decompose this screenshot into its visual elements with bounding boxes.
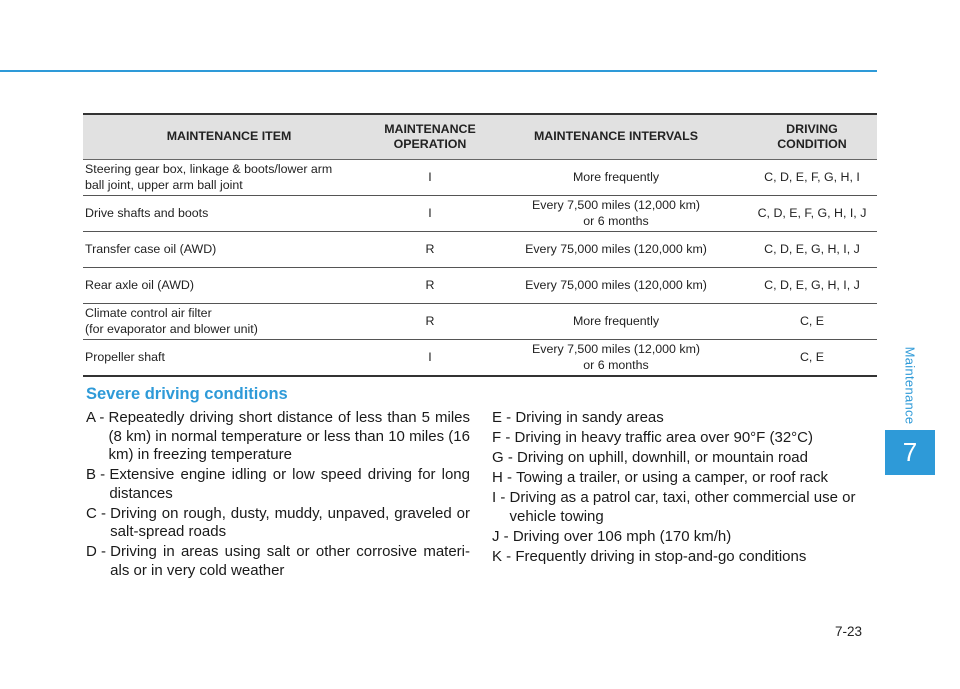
conditions-left-column <box>86 409 470 582</box>
cell-interval: Every 75,000 miles (120,000 km) <box>485 268 747 304</box>
condition-code: C - <box>86 504 111 522</box>
condition-code: D - <box>86 543 111 560</box>
cell-condition: C, D, E, G, H, I, J <box>747 232 877 268</box>
condition-item <box>492 409 882 428</box>
cell-operation: R <box>375 232 485 268</box>
condition-item <box>492 548 882 567</box>
cell-interval: More frequently <box>485 304 747 340</box>
condition-item <box>492 528 882 547</box>
cell-interval: Every 7,500 miles (12,000 km) or 6 months <box>485 340 747 377</box>
condition-code: F - <box>492 429 515 446</box>
condition-text: Driving in areas using salt or other corrosive materi-als or in very cold weather <box>110 543 470 579</box>
cell-condition: C, E <box>747 340 877 377</box>
cell-item: Transfer case oil (AWD) <box>83 232 375 268</box>
conditions-right-column <box>492 409 882 568</box>
condition-text: Driving over 106 mph (170 km/h) <box>512 527 732 545</box>
condition-code: H - <box>492 469 517 486</box>
condition-code: E - <box>492 409 516 426</box>
cell-condition: C, D, E, F, G, H, I <box>747 160 877 196</box>
chapter-name: Maintenance <box>902 346 918 424</box>
cell-item: Drive shafts and boots <box>83 196 375 232</box>
condition-code: A - <box>86 409 109 426</box>
chapter-side-label <box>895 340 925 430</box>
table-row <box>83 232 877 268</box>
condition-code: B - <box>86 466 110 483</box>
condition-item <box>492 489 882 526</box>
condition-code: G - <box>492 449 517 466</box>
cell-item: Propeller shaft <box>83 340 375 377</box>
table-body <box>83 160 877 377</box>
condition-text: Towing a trailer, or using a camper, or roof rack <box>516 469 828 486</box>
table-header <box>83 114 877 160</box>
cell-condition: C, D, E, F, G, H, I, J <box>747 196 877 232</box>
maintenance-table <box>83 113 877 377</box>
header-maintenance-item: MAINTENANCE ITEM <box>83 114 375 160</box>
condition-item <box>86 409 470 465</box>
condition-text: Frequently driving in stop-and-go conditions <box>515 547 807 565</box>
condition-text: Driving on rough, dusty, muddy, unpaved, graveled or salt-spread roads <box>110 504 470 540</box>
header-maintenance-intervals: MAINTENANCE INTERVALS <box>485 114 747 160</box>
severe-conditions-title: Severe driving conditions <box>86 385 288 403</box>
condition-code: I - <box>492 489 510 506</box>
condition-item <box>86 543 470 580</box>
cell-operation: R <box>375 268 485 304</box>
cell-operation: I <box>375 196 485 232</box>
cell-item: Rear axle oil (AWD) <box>83 268 375 304</box>
header-rule <box>0 70 877 72</box>
cell-item: Climate control air filter (for evaporator and blower unit) <box>83 304 375 340</box>
table-row <box>83 196 877 232</box>
condition-item <box>492 469 882 488</box>
cell-operation: R <box>375 304 485 340</box>
cell-item: Steering gear box, linkage & boots/lower arm ball joint, upper arm ball joint <box>83 160 375 196</box>
cell-interval: Every 7,500 miles (12,000 km) or 6 months <box>485 196 747 232</box>
cell-condition: C, E <box>747 304 877 340</box>
condition-text: Driving as a patrol car, taxi, other commercial use or vehicle towing <box>509 489 856 525</box>
cell-interval: Every 75,000 miles (120,000 km) <box>485 232 747 268</box>
header-driving-condition: DRIVING CONDITION <box>747 114 877 160</box>
table-row <box>83 268 877 304</box>
cell-operation: I <box>375 340 485 377</box>
chapter-tab: 7 <box>885 430 935 475</box>
cell-operation: I <box>375 160 485 196</box>
condition-item <box>86 466 470 503</box>
condition-item <box>492 429 882 448</box>
condition-code: K - <box>492 547 516 565</box>
header-maintenance-operation: MAINTENANCE OPERATION <box>375 114 485 160</box>
condition-text: Driving on uphill, downhill, or mountain road <box>517 449 808 466</box>
condition-text: Repeatedly driving short distance of less than 5 miles (8 km) in normal temperature or less than 10 miles (16 km) in freezing temperature <box>108 409 470 463</box>
table-row <box>83 160 877 196</box>
condition-text: Driving in heavy traffic area over 90°F (32°C) <box>514 429 814 446</box>
condition-item <box>492 449 882 468</box>
condition-item <box>86 505 470 542</box>
table-row <box>83 340 877 377</box>
condition-code: J - <box>492 527 513 545</box>
page-number: 7-23 <box>835 624 863 639</box>
cell-condition: C, D, E, G, H, I, J <box>747 268 877 304</box>
table-row <box>83 304 877 340</box>
condition-text: Extensive engine idling or low speed driving for long distances <box>109 466 470 502</box>
cell-interval: More frequently <box>485 160 747 196</box>
condition-text: Driving in sandy areas <box>515 409 664 426</box>
